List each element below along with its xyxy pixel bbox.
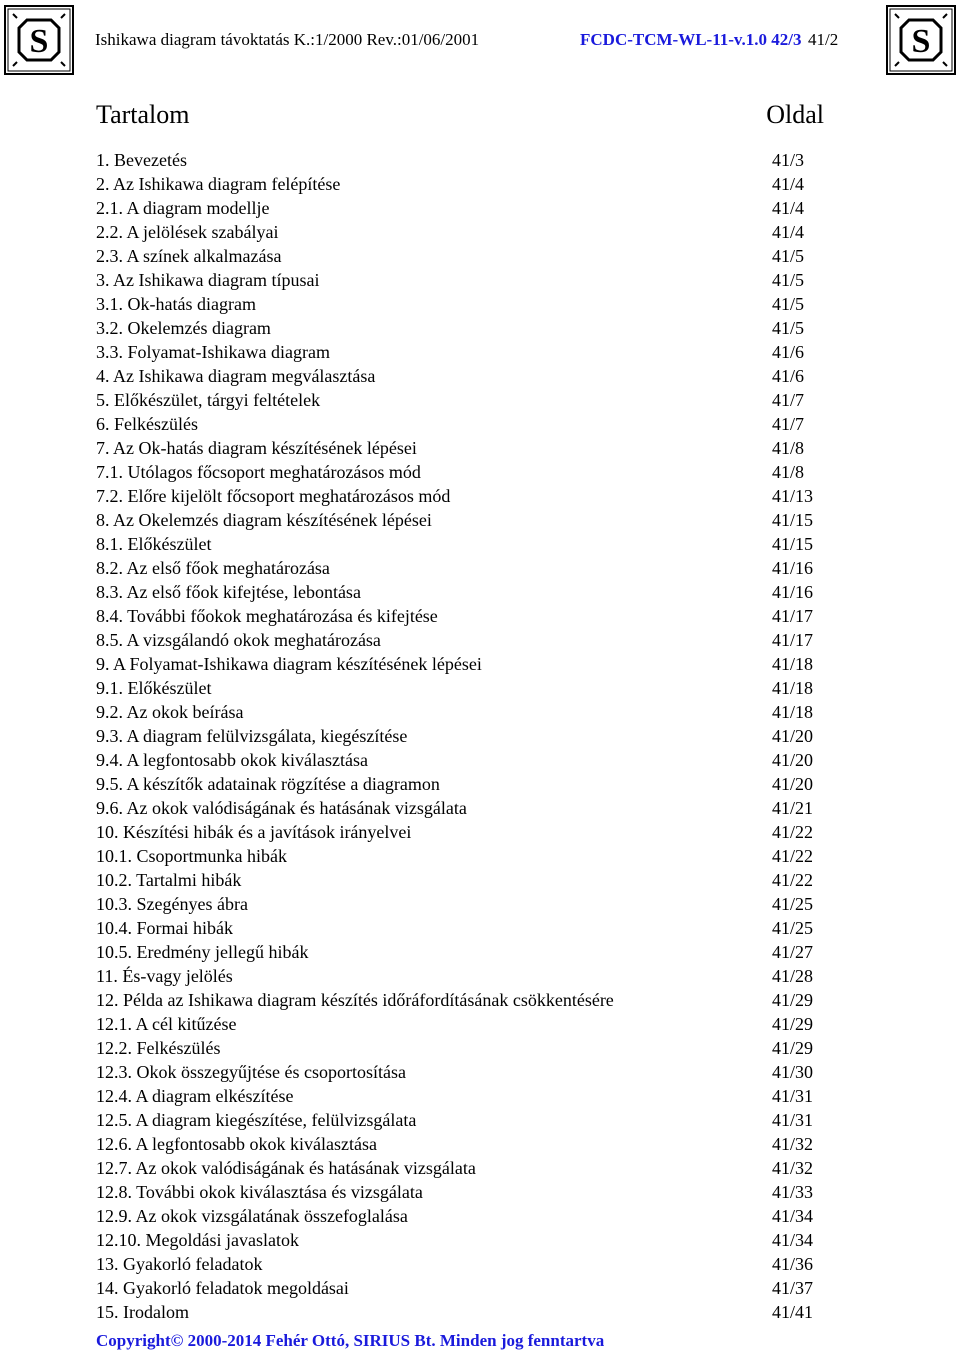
toc-entry-page: 41/7 <box>772 390 805 410</box>
toc-entry[interactable] <box>96 844 824 868</box>
toc-entry-label: 6. Felkészülés <box>96 414 198 434</box>
toc-entry-label: 12.4. A diagram elkészítése <box>96 1086 294 1106</box>
document-code: FCDC-TCM-WL-11-v.1.0 42/3 <box>580 30 802 49</box>
toc-entry[interactable] <box>96 1012 824 1036</box>
toc-entry-page: 41/17 <box>772 606 814 626</box>
toc-entry[interactable] <box>96 268 824 292</box>
toc-entry[interactable] <box>96 580 824 604</box>
toc-entry[interactable] <box>96 892 824 916</box>
toc-entry-label: 9.5. A készítők adatainak rögzítése a diagramon <box>96 774 440 794</box>
toc-entry-page: 41/29 <box>772 1014 814 1034</box>
toc-entry[interactable] <box>96 724 824 748</box>
toc-entry[interactable] <box>96 1204 824 1228</box>
toc-entry-label: 8.3. Az első főok kifejtése, lebontása <box>96 582 361 602</box>
toc-entry-label: 7.2. Előre kijelölt főcsoport meghatározásos mód <box>96 486 451 506</box>
toc-entry-label: 12. Példa az Ishikawa diagram készítés időráfordításának csökkentésére <box>96 990 614 1010</box>
toc-entry-label: 2.3. A színek alkalmazása <box>96 246 282 266</box>
toc-entry-page: 41/22 <box>772 870 814 890</box>
toc-entry[interactable] <box>96 1276 824 1300</box>
toc-entry-label: 12.7. Az okok valódiságának és hatásának vizsgálata <box>96 1158 476 1178</box>
toc-entry-page: 41/4 <box>772 198 805 218</box>
toc-entry-page: 41/17 <box>772 630 814 650</box>
toc-entry-page: 41/37 <box>772 1278 814 1298</box>
toc-entry-page: 41/6 <box>772 342 805 362</box>
toc-entry[interactable] <box>96 412 824 436</box>
toc-entry-page: 41/30 <box>772 1062 814 1082</box>
toc-entry-page: 41/41 <box>772 1302 814 1322</box>
toc-entry[interactable] <box>96 1228 824 1252</box>
page-header <box>95 30 855 52</box>
toc-entry-label: 12.8. További okok kiválasztása és vizsgálata <box>96 1182 423 1202</box>
toc-entry-label: 3.2. Okelemzés diagram <box>96 318 271 338</box>
toc-entry-label: 12.6. A legfontosabb okok kiválasztása <box>96 1134 377 1154</box>
toc-entry[interactable] <box>96 628 824 652</box>
toc-entry-page: 41/3 <box>772 150 805 170</box>
toc-entry-label: 8.2. Az első főok meghatározása <box>96 558 330 578</box>
toc-entry-page: 41/4 <box>772 174 805 194</box>
toc-entry-page: 41/22 <box>772 822 814 842</box>
toc-entry-label: 8.1. Előkészület <box>96 534 212 554</box>
toc-entry[interactable] <box>96 916 824 940</box>
toc-entry[interactable] <box>96 220 824 244</box>
toc-entry-label: 8.5. A vizsgálandó okok meghatározása <box>96 630 381 650</box>
toc-entry-label: 9.6. Az okok valódiságának és hatásának vizsgálata <box>96 798 467 818</box>
toc-entry-page: 41/20 <box>772 750 814 770</box>
toc-entry[interactable] <box>96 868 824 892</box>
toc-entry-label: 14. Gyakorló feladatok megoldásai <box>96 1278 349 1298</box>
toc-entry-page: 41/18 <box>772 702 814 722</box>
toc-entry[interactable] <box>96 988 824 1012</box>
toc-entry-label: 3. Az Ishikawa diagram típusai <box>96 270 320 290</box>
toc-entry[interactable] <box>96 340 824 364</box>
toc-entry-label: 12.9. Az okok vizsgálatának összefoglalása <box>96 1206 408 1226</box>
toc-entry[interactable] <box>96 676 824 700</box>
toc-entry[interactable] <box>96 172 824 196</box>
toc-entry-label: 12.1. A cél kitűzése <box>96 1014 237 1034</box>
toc-entry-label: 9.2. Az okok beírása <box>96 702 244 722</box>
document-title: Ishikawa diagram távoktatás K.:1/2000 Rev.:01/06/2001 <box>95 30 480 49</box>
toc-entry-label: 2.1. A diagram modellje <box>96 198 270 218</box>
toc-entry[interactable] <box>96 292 824 316</box>
toc-entry-label: 7.1. Utólagos főcsoport meghatározásos mód <box>96 462 421 482</box>
toc-entry[interactable] <box>96 364 824 388</box>
toc-entry-label: 10. Készítési hibák és a javítások irányelvei <box>96 822 412 842</box>
toc-entry-page: 41/22 <box>772 846 814 866</box>
toc-entry-page: 41/29 <box>772 1038 814 1058</box>
copyright-footer: Copyright© 2000-2014 Fehér Ottó, SIRIUS Bt. Minden jog fenntartva <box>96 1331 605 1350</box>
toc-entry-page: 41/32 <box>772 1134 814 1154</box>
toc-entry-label: 8. Az Okelemzés diagram készítésének lépései <box>96 510 432 530</box>
toc-entry-page: 41/16 <box>772 582 814 602</box>
toc-entry-page: 41/27 <box>772 942 814 962</box>
toc-entry[interactable] <box>96 1180 824 1204</box>
toc-entry[interactable] <box>96 700 824 724</box>
toc-entry-page: 41/5 <box>772 270 805 290</box>
toc-entry-label: 7. Az Ok-hatás diagram készítésének lépései <box>96 438 417 458</box>
toc-entry-page: 41/28 <box>772 966 814 986</box>
toc-entry-page: 41/5 <box>772 294 805 314</box>
toc-entry-label: 13. Gyakorló feladatok <box>96 1254 263 1274</box>
page-number: 41/2 <box>808 30 839 49</box>
toc-entry-page: 41/31 <box>772 1086 814 1106</box>
toc-entry-page: 41/4 <box>772 222 805 242</box>
toc-entry-page: 41/34 <box>772 1206 814 1226</box>
toc-entry[interactable] <box>96 940 824 964</box>
toc-entry[interactable] <box>96 460 824 484</box>
toc-header <box>96 100 824 132</box>
toc-entry-page: 41/15 <box>772 510 814 530</box>
toc-entry[interactable] <box>96 1036 824 1060</box>
toc-entry-page: 41/25 <box>772 918 814 938</box>
toc-entry-label: 9. A Folyamat-Ishikawa diagram készítésének lépései <box>96 654 482 674</box>
toc-entry-label: 10.3. Szegényes ábra <box>96 894 248 914</box>
toc-entry-label: 15. Irodalom <box>96 1302 189 1322</box>
toc-entry-page: 41/18 <box>772 678 814 698</box>
toc-entry-page: 41/7 <box>772 414 805 434</box>
toc-entry[interactable] <box>96 1108 824 1132</box>
toc-entry[interactable] <box>96 532 824 556</box>
toc-entry[interactable] <box>96 556 824 580</box>
toc-entry[interactable] <box>96 1252 824 1276</box>
toc-entry-label: 10.5. Eredmény jellegű hibák <box>96 942 309 962</box>
toc-entry[interactable] <box>96 604 824 628</box>
toc-entry[interactable] <box>96 1060 824 1084</box>
toc-entry-page: 41/20 <box>772 726 814 746</box>
toc-entry[interactable] <box>96 316 824 340</box>
toc-entry-page: 41/5 <box>772 318 805 338</box>
toc-entry-page: 41/25 <box>772 894 814 914</box>
toc-entry-page: 41/13 <box>772 486 814 506</box>
sirius-logo-icon <box>3 4 75 76</box>
toc-page-heading: Oldal <box>766 100 824 129</box>
toc-entry-label: 12.10. Megoldási javaslatok <box>96 1230 299 1250</box>
table-of-contents <box>96 148 824 1324</box>
toc-entry-page: 41/8 <box>772 438 805 458</box>
toc-entry-label: 12.3. Okok összegyűjtése és csoportosítása <box>96 1062 406 1082</box>
toc-entry[interactable] <box>96 652 824 676</box>
svg-text:S: S <box>29 23 49 60</box>
toc-entry[interactable] <box>96 772 824 796</box>
toc-entry-label: 10.4. Formai hibák <box>96 918 233 938</box>
toc-entry-label: 12.5. A diagram kiegészítése, felülvizsgálata <box>96 1110 417 1130</box>
toc-entry-page: 41/32 <box>772 1158 814 1178</box>
toc-entry-page: 41/16 <box>772 558 814 578</box>
toc-title: Tartalom <box>96 100 190 129</box>
toc-entry-label: 2.2. A jelölések szabályai <box>96 222 279 242</box>
toc-entry[interactable] <box>96 796 824 820</box>
toc-entry[interactable] <box>96 1132 824 1156</box>
toc-entry-page: 41/21 <box>772 798 814 818</box>
toc-entry-page: 41/8 <box>772 462 805 482</box>
toc-entry[interactable] <box>96 148 824 172</box>
sirius-logo-icon <box>885 4 957 76</box>
toc-entry-page: 41/34 <box>772 1230 814 1250</box>
toc-entry-page: 41/15 <box>772 534 814 554</box>
toc-entry-page: 41/33 <box>772 1182 814 1202</box>
toc-entry-page: 41/5 <box>772 246 805 266</box>
toc-entry-label: 1. Bevezetés <box>96 150 187 170</box>
toc-entry[interactable] <box>96 1156 824 1180</box>
toc-entry-label: 5. Előkészület, tárgyi feltételek <box>96 390 321 410</box>
toc-entry-label: 8.4. További főokok meghatározása és kifejtése <box>96 606 438 626</box>
toc-entry[interactable] <box>96 1084 824 1108</box>
toc-entry[interactable] <box>96 508 824 532</box>
toc-entry-label: 12.2. Felkészülés <box>96 1038 221 1058</box>
toc-entry-label: 3.1. Ok-hatás diagram <box>96 294 256 314</box>
toc-entry-page: 41/36 <box>772 1254 814 1274</box>
toc-entry[interactable] <box>96 748 824 772</box>
toc-entry-label: 9.3. A diagram felülvizsgálata, kiegészítése <box>96 726 408 746</box>
toc-entry[interactable] <box>96 244 824 268</box>
toc-entry-page: 41/31 <box>772 1110 814 1130</box>
toc-entry-label: 11. És-vagy jelölés <box>96 966 233 986</box>
toc-entry-label: 3.3. Folyamat-Ishikawa diagram <box>96 342 330 362</box>
toc-entry-label: 4. Az Ishikawa diagram megválasztása <box>96 366 376 386</box>
toc-entry[interactable] <box>96 388 824 412</box>
toc-entry-label: 9.4. A legfontosabb okok kiválasztása <box>96 750 368 770</box>
toc-entry[interactable] <box>96 196 824 220</box>
toc-entry-label: 9.1. Előkészület <box>96 678 212 698</box>
toc-entry-label: 10.1. Csoportmunka hibák <box>96 846 287 866</box>
toc-entry-page: 41/6 <box>772 366 805 386</box>
toc-entry-page: 41/29 <box>772 990 814 1010</box>
toc-entry-label: 2. Az Ishikawa diagram felépítése <box>96 174 341 194</box>
toc-entry[interactable] <box>96 964 824 988</box>
toc-entry-page: 41/18 <box>772 654 814 674</box>
toc-entry-page: 41/20 <box>772 774 814 794</box>
svg-text:S: S <box>911 23 931 60</box>
toc-entry[interactable] <box>96 484 824 508</box>
toc-entry[interactable] <box>96 1300 824 1324</box>
toc-entry[interactable] <box>96 820 824 844</box>
toc-entry[interactable] <box>96 436 824 460</box>
toc-entry-label: 10.2. Tartalmi hibák <box>96 870 242 890</box>
